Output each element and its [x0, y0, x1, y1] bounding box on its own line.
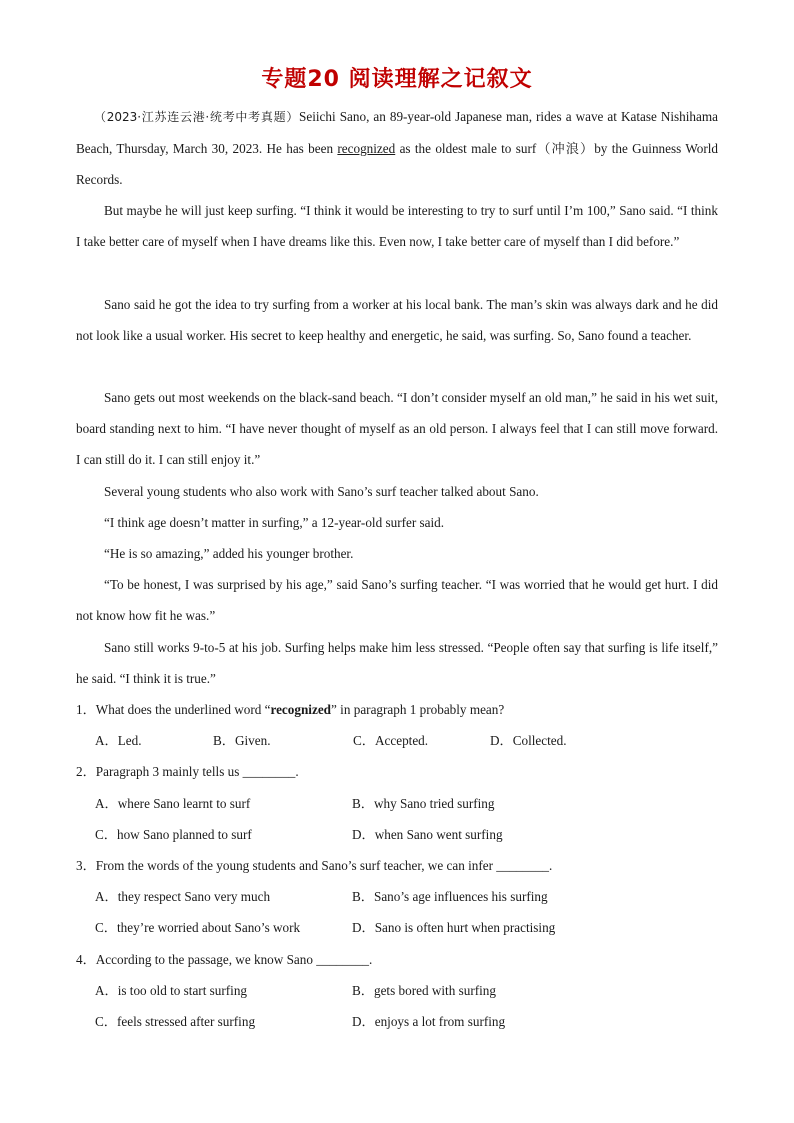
- page-title: 专题20 阅读理解之记叙文: [261, 67, 533, 92]
- question-4-option-b[interactable]: B．gets bored with surfing: [352, 983, 496, 998]
- question-1-option-d[interactable]: D．Collected.: [490, 733, 567, 748]
- question-3-option-c[interactable]: C．they’re worried about Sano’s work: [95, 920, 301, 935]
- paragraph-3: Sano said he got the idea to try surfing from a worker at his local bank. The man’s skin was always dark and he did not look like a usual worker. His secret to keep healthy and energetic, he said, was surfing. So, Sano found a teacher.: [76, 297, 718, 344]
- question-3-option-a[interactable]: A．they respect Sano very much: [95, 889, 271, 904]
- question-2-option-c[interactable]: C．how Sano planned to surf: [95, 827, 252, 842]
- question-2-option-a[interactable]: A．where Sano learnt to surf: [95, 796, 251, 811]
- paragraph-9: Sano still works 9-to-5 at his job. Surfing helps make him less stressed. “People often say that surfing is life itself,” he said. “I think it is true.”: [76, 640, 718, 687]
- question-1-option-b[interactable]: B．Given.: [213, 733, 271, 748]
- question-2-stem: 2．Paragraph 3 mainly tells us ________.: [76, 764, 299, 779]
- question-3-option-b[interactable]: B．Sano’s age influences his surfing: [352, 889, 548, 904]
- question-1-option-c[interactable]: C．Accepted.: [353, 733, 429, 748]
- question-1-option-a[interactable]: A．Led.: [95, 733, 142, 748]
- source-label: （2023·江苏连云港·统考中考真题）: [94, 110, 300, 124]
- underlined-word: recognized: [337, 141, 396, 157]
- question-3-option-d[interactable]: D．Sano is often hurt when practising: [352, 920, 556, 935]
- paragraph-4: Sano gets out most weekends on the black-sand beach. “I don’t consider myself an old man,” he said in his wet suit, board standing next to him. “I have never thought of myself as an old person. I always feel that I can still move forward. I can still do it. I can still enjoy it.”: [76, 390, 718, 468]
- paragraph-1: （2023·江苏连云港·统考中考真题）Seiichi Sano, an 89-year-old Japanese man, rides a wave at Katase Nishihama Beach, Thursday, March 30, 2023. He has been recognized as the oldest male to surf（冲浪）by the Guinness World Records.: [76, 109, 718, 188]
- question-3-stem: 3．From the words of the young students and Sano’s surf teacher, we can infer ________.: [76, 858, 553, 873]
- paragraph-8: “To be honest, I was surprised by his age,” said Sano’s surfing teacher. “I was worried that he would get hurt. I did not know how fit he was.”: [76, 577, 718, 624]
- paragraph-2: But maybe he will just keep surfing. “I think it would be interesting to try to surf until I’m 100,” Sano said. “I think I take better care of myself when I have dreams like this. Even now, I take better care of myself than I did before.”: [76, 203, 718, 250]
- question-4-option-a[interactable]: A．is too old to start surfing: [95, 983, 248, 998]
- question-4-stem: 4．According to the passage, we know Sano ________.: [76, 952, 373, 967]
- question-2-option-d[interactable]: D．when Sano went surfing: [352, 827, 503, 842]
- question-1-stem: 1．What does the underlined word “recognized” in paragraph 1 probably mean?: [76, 702, 505, 717]
- paragraph-5: Several young students who also work with Sano’s surf teacher talked about Sano.: [104, 484, 539, 499]
- question-2-option-b[interactable]: B．why Sano tried surfing: [352, 796, 495, 811]
- question-4-option-d[interactable]: D．enjoys a lot from surfing: [352, 1014, 506, 1029]
- question-4-option-c[interactable]: C．feels stressed after surfing: [95, 1014, 256, 1029]
- paragraph-7: “He is so amazing,” added his younger brother.: [104, 546, 354, 561]
- paragraph-6: “I think age doesn’t matter in surfing,” a 12-year-old surfer said.: [104, 515, 445, 530]
